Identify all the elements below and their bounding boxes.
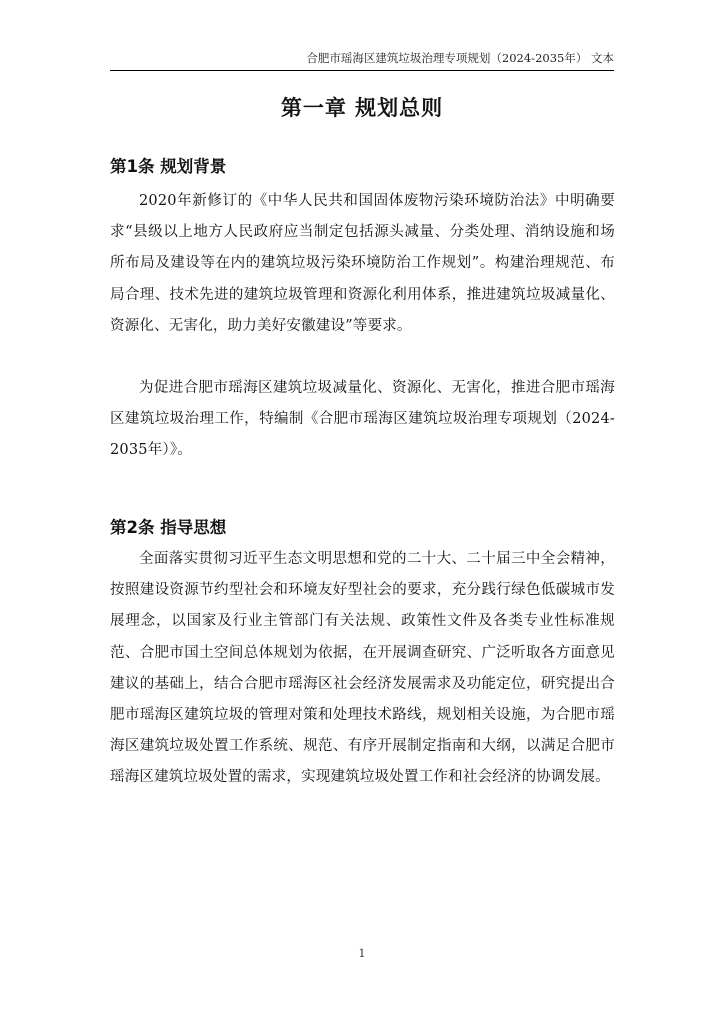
page-number: 1 (358, 947, 366, 960)
article-2-title: 第2条 指导思想 (110, 518, 227, 537)
article-1-title: 第1条 规划背景 (110, 157, 227, 176)
running-header: 合肥市瑶海区建筑垃圾治理专项规划（2024-2035年） 文本 (110, 50, 614, 71)
article-1-paragraph-2: 为促进合肥市瑶海区建筑垃圾减量化、资源化、无害化，推进合肥市瑶海区建筑垃圾治理工作，特编制《合肥市瑶海区建筑垃圾治理专项规划（2024-2035年）》。 (110, 380, 615, 459)
article-1-paragraph-1: 2020年新修订的《中华人民共和国固体废物污染环境防治法》中明确要求“县级以上地方人民政府应当制定包括源头减量、分类处理、消纳设施和场所布局及建设等在内的建筑垃圾污染环境防治工作规划”。构建治理规范、布局合理、技术先进的建筑垃圾管理和资源化利用体系，推进建筑垃圾减量化、资源化、无害化，助力美好安徽建设”等要求。 (110, 193, 615, 334)
chapter-title: 第一章 规划总则 (280, 96, 444, 120)
article-2-paragraph-1: 全面落实贯彻习近平生态文明思想和党的二十大、二十届三中全会精神，按照建设资源节约型社会和环境友好型社会的要求，充分践行绿色低碳城市发展理念，以国家及行业主管部门有关法规、政策性文件及各类专业性标准规范、合肥市国土空间总体规划为依据，在开展调查研究、广泛听取各方面意见建议的基础上，结合合肥市瑶海区社会经济发展需求及功能定位，研究提出合肥市瑶海区建筑垃圾的管理对策和处理技术路线，规划相关设施，为合肥市瑶海区建筑垃圾处置工作系统、规范、有序开展制定指南和大纲，以满足合肥市瑶海区建筑垃圾处置的需求，实现建筑垃圾处置工作和社会经济的协调发展。 (110, 551, 615, 786)
